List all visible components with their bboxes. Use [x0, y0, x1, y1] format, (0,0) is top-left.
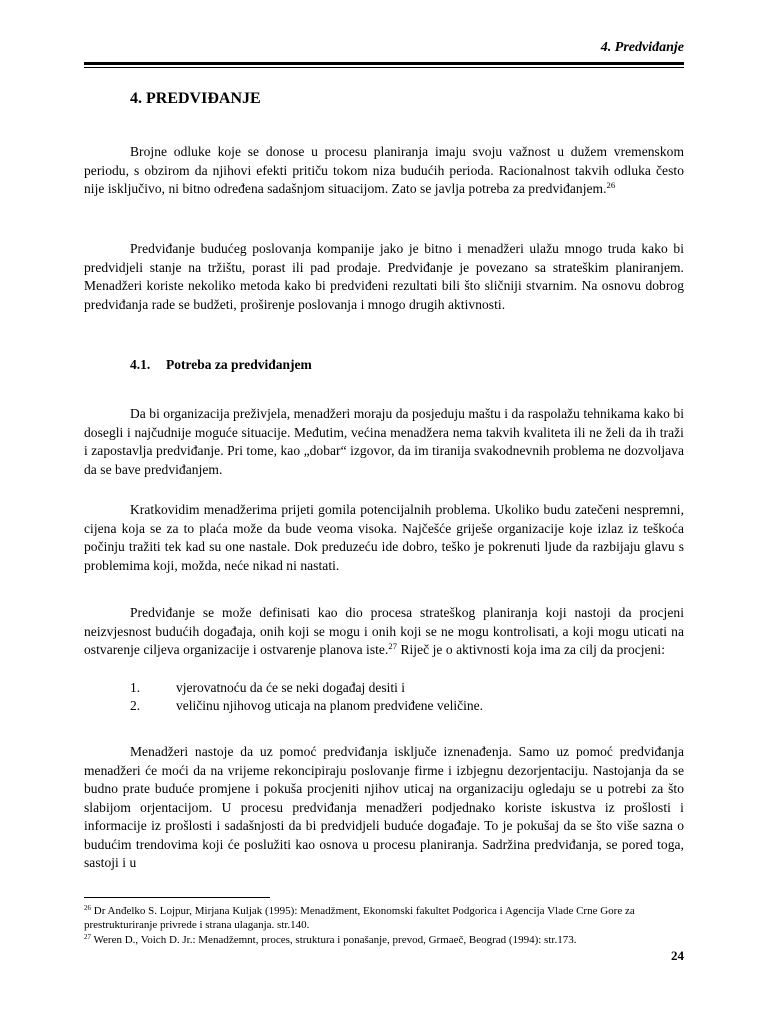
paragraph-6 — [84, 743, 684, 873]
footnote-ref-27: 27 — [388, 641, 398, 651]
section-title — [130, 357, 312, 373]
section-title-text: Potreba za predviđanjem — [166, 357, 312, 372]
page-number: 24 — [671, 948, 684, 963]
list-item-1-text: vjerovatnoću da će se neki događaj desiti i — [176, 680, 406, 695]
paragraph-5 — [84, 604, 684, 660]
header-rule-thin — [84, 67, 684, 68]
paragraph-1 — [84, 143, 684, 199]
list-item-1-number: 1. — [130, 680, 141, 695]
paragraph-4-text: Kratkovidim menadžerima prijeti gomila potencijalnih problema. Ukoliko budu zatečeni nespremni, cijena koja se za to plaća može da bude veoma visoka. Najčešće griješe organizacije koje izlaz iz teškoća počinju tražiti tek kad su one nastale. Dok preduzeću ide dobro, teško je pokrenuti ljude da razbijaju glavu s problemima koji, možda, neće nikad ni nastati. — [84, 502, 684, 573]
running-header: 4. Predviđanje — [600, 40, 684, 55]
footnote-26 — [84, 904, 684, 932]
footnote-26-text: Dr Anđelko S. Lojpur, Mirjana Kuljak (1995): Menadžment, Ekonomski fakultet Podgorica i Agencija Vlade Crne Gore za prestrukturiranje privrede i strana ulaganja. str.140. — [84, 905, 635, 931]
list-item-2 — [130, 697, 684, 716]
chapter-title: 4. PREDVIĐANJE — [130, 90, 261, 107]
footnote-27 — [84, 933, 684, 947]
footnote-27-marker: 27 — [84, 933, 91, 941]
footnote-rule — [84, 897, 270, 898]
footnote-ref-26: 26 — [606, 180, 616, 190]
paragraph-2-text: Predviđanje budućeg poslovanja kompanije jako je bitno i menadžeri ulažu mnogo truda kako bi predvidjeli stanje na tržištu, porast ili pad prodaje. Predviđanje je povezano sa strateškim planiranjem. Menadžeri koriste nekoliko metoda kako bi predviđeni rezultati bili što sličniji stvarnim. Na osnovu dobrog predviđanja rade se budžeti, proširenje poslovanja i mnogo drugih aktivnosti. — [84, 241, 684, 312]
list-item-2-text: veličinu njihovog uticaja na planom predviđene veličine. — [176, 698, 484, 713]
paragraph-2 — [84, 240, 684, 314]
section-number: 4.1. — [130, 357, 151, 372]
footnote-26-marker: 26 — [84, 904, 91, 912]
paragraph-3-text: Da bi organizacija preživjela, menadžeri moraju da posjeduju maštu i da raspolažu tehnikama kako bi dosegli i najčudnije moguće situacije. Međutim, većina menadžera nema takvih kvaliteta ili ne želi da ih traži i zapostavlja predviđanje. Pri tome, kao „dobar“ izgovor, da im tiranija svakodnevnih problema ne dozvoljava da se bave predviđanjem. — [84, 406, 684, 477]
paragraph-1-text: Brojne odluke koje se donose u procesu planiranja imaju svoju važnost u dužem vremenskom periodu, s obzirom da njihovi efekti pritiču tokom niza budućih perioda. Racionalnost takvih odluka često nije isključivo, ni bitno određena sadašnjom situacijom. Zato se javlja potreba za predviđanjem. — [84, 144, 684, 196]
header-rule-thick — [84, 62, 684, 65]
footnote-27-text: Weren D., Voich D. Jr.: Menadžemnt, proces, struktura i ponašanje, prevod, Grmaeč, Beograd (1994): str.173. — [91, 934, 577, 946]
paragraph-5-text-a: Predviđanje se može definisati kao dio procesa strateškog planiranja koji nastoji da procjeni neizvjesnost budućih događaja, onih koji se mogu i onih koji se ne mogu kontrolisati, a koji mogu uticati na ostvarenje ciljeva organizacije i ostvarenje planova iste. — [84, 605, 684, 657]
paragraph-3 — [84, 405, 684, 479]
paragraph-5-text-b: Riječ je o aktivnosti koja ima za cilj da procjeni: — [397, 642, 666, 657]
list-item-2-number: 2. — [130, 698, 141, 713]
paragraph-4 — [84, 501, 684, 575]
list-item-1 — [130, 679, 684, 698]
paragraph-6-text: Menadžeri nastoje da uz pomoć predviđanja isključe iznenađenja. Samo uz pomoć predviđanja menadžeri će moći da na vrijeme rekoncipiraju poslovanje firme i izbjegnu dezorjentaciju. Nastojanja da se budno prate buduće promjene i pokuša procjeniti njihov uticaj na organizaciju ogledaju se u potrebi za što slabijom orjentacijom. U procesu predviđanja menadžeri podjednako koriste iskustva iz prošlosti i informacije iz prošlosti i sadašnjosti da bi predvidjeli buduće događaje. To je pokušaj da se što više sazna o budućim trendovima koji će poslužiti kao osnova u procesu planiranja. Sadržina predviđanja, se pored toga, sastoji i u — [84, 744, 684, 870]
